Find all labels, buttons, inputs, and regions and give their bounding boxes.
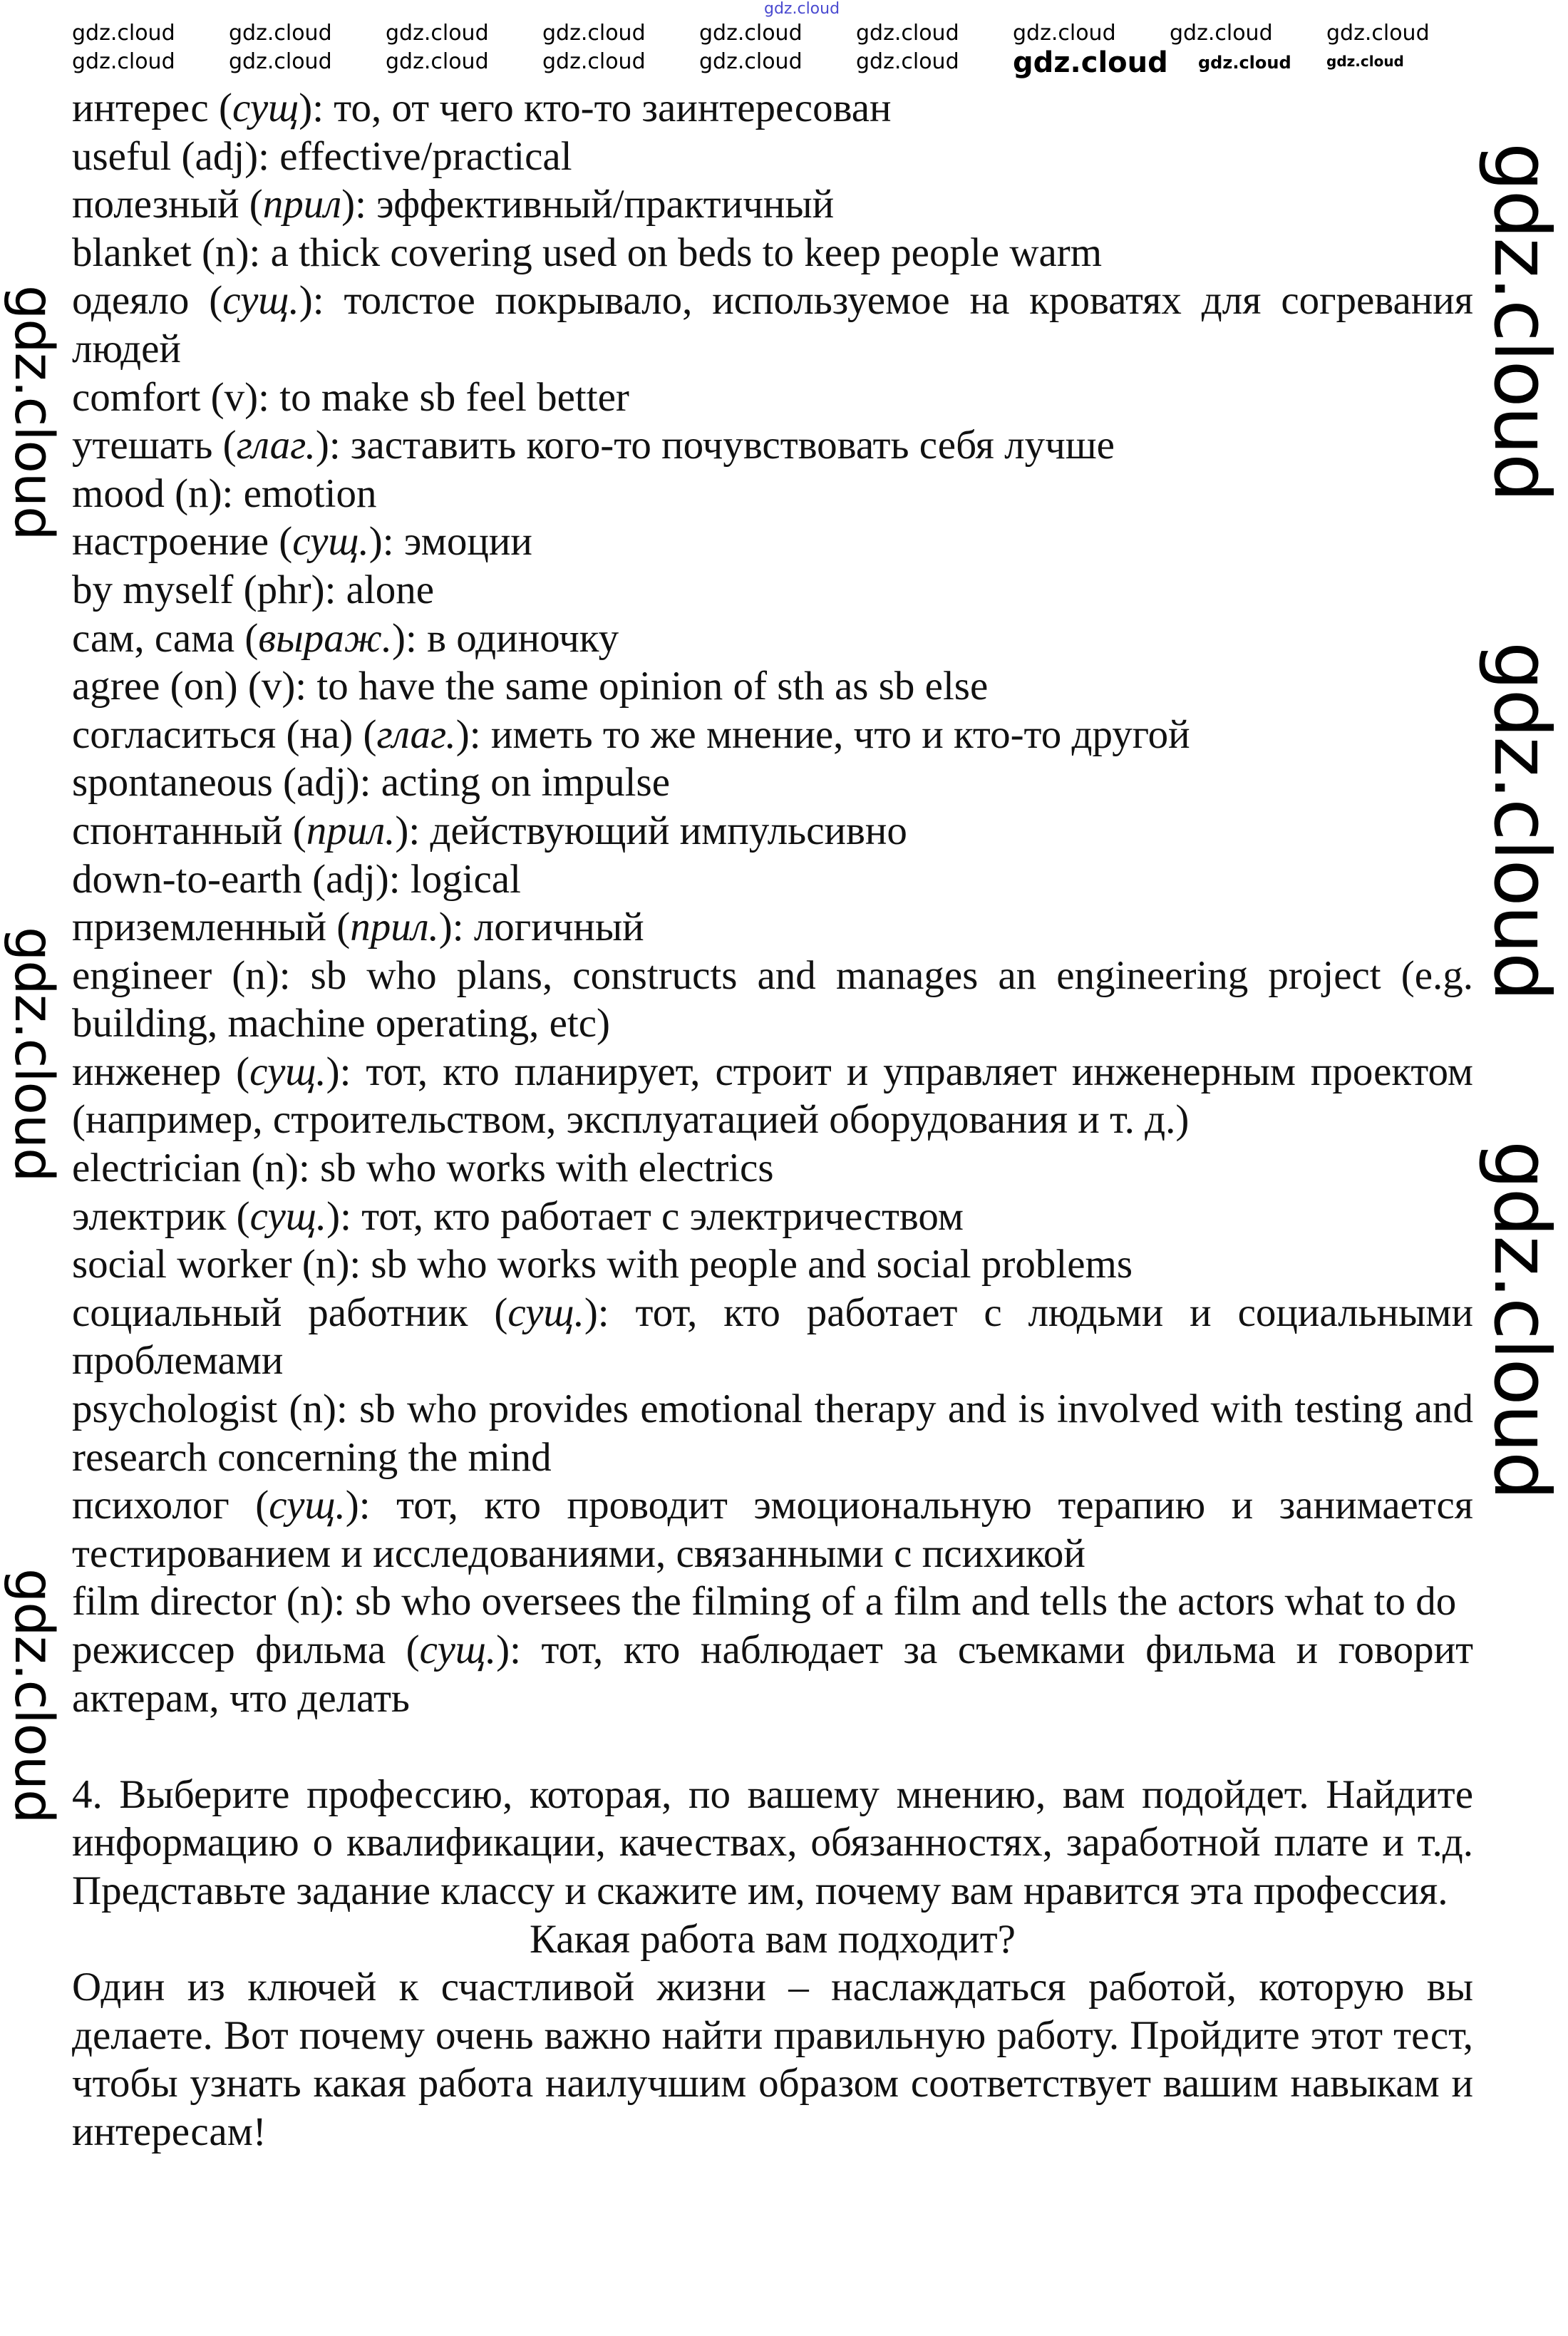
entry-text: comfort (v): to make sb feel better: [72, 374, 629, 420]
quiz-title: Какая работа вам подходит?: [530, 1916, 1016, 1962]
part-of-speech: прил.: [306, 808, 396, 853]
vocabulary-entry: [72, 807, 1473, 855]
vocabulary-entry: [72, 662, 1473, 711]
vocabulary-entry: [72, 952, 1473, 1048]
part-of-speech: сущ: [232, 86, 299, 130]
entry-text: blanket (n): a thick covering used on beds to keep people warm: [72, 230, 1103, 275]
watermark: gdz.cloud: [229, 49, 332, 74]
entry-text: ): заставить кого-то почувствовать себя лучше: [315, 423, 1115, 468]
part-of-speech: сущ.: [269, 1483, 346, 1528]
watermark: gdz.cloud: [386, 49, 489, 74]
entry-text: spontaneous (adj): acting on impulse: [72, 760, 670, 806]
part-of-speech: сущ.: [249, 1193, 327, 1239]
watermark: gdz.cloud: [1170, 21, 1273, 46]
vocabulary-entry: [72, 1481, 1473, 1578]
entry-text: ): эффективный/практичный: [341, 182, 835, 227]
watermark: gdz.cloud: [229, 21, 332, 46]
vocabulary-entry: [72, 1240, 1473, 1289]
entry-text: ): в одиночку: [392, 615, 619, 661]
quiz-intro-paragraph: Один из ключей к счастливой жизни – наслаждаться работой, которую вы делаете. Вот почему очень важно найти правильную работу. Пройдите этот тест, чтобы узнать какая работа наилучшим образом соответствует вашим навыкам и интересам!: [72, 1965, 1473, 2154]
watermark: gdz.cloud: [542, 49, 646, 74]
entry-text: engineer (n): sb who plans, constructs and manages an engineering project (e.g. building, machine operating, etc): [72, 952, 1473, 1046]
entry-text: ): тот, кто планирует, строит и управляет инженерным проектом (например, строительством, эксплуатацией оборудования и т. д.): [72, 1049, 1473, 1143]
entry-text: ): тот, кто наблюдает за съемками фильма и говорит актерам, что делать: [72, 1627, 1473, 1721]
part-of-speech: сущ.: [222, 278, 299, 324]
entry-text: agree (on) (v): to have the same opinion of sth as sb else: [72, 664, 989, 709]
watermark: gdz.cloud: [542, 21, 646, 46]
vocabulary-entry: [72, 855, 1473, 904]
vocabulary-entry: [72, 518, 1473, 566]
watermark: gdz.cloud: [699, 21, 803, 46]
watermark: gdz.cloud: [1013, 46, 1168, 79]
watermark: gdz.cloud: [699, 49, 803, 74]
entry-text: social worker (n): sb who works with people and social problems: [72, 1242, 1133, 1287]
entry-text: psychologist (n): sb who provides emotional therapy and is involved with testing and research concerning the mind: [72, 1386, 1473, 1480]
entry-text: ): тот, кто работает с электричеством: [326, 1193, 964, 1239]
spacer: [72, 1722, 1473, 1771]
vocabulary-entry: [72, 1193, 1473, 1241]
vocabulary-entry: [72, 614, 1473, 663]
entry-text: electrician (n): sb who works with electrics: [72, 1146, 774, 1191]
vocabulary-entry: [72, 421, 1473, 470]
entry-text: интерес (: [72, 86, 232, 130]
vocabulary-entry: [72, 1144, 1473, 1193]
vocabulary-entry: [72, 229, 1473, 277]
watermark: gdz.cloud: [3, 1568, 66, 1823]
vocabulary-list: [72, 84, 1473, 1722]
vocabulary-entry: [72, 1048, 1473, 1144]
vocabulary-entry: [72, 1578, 1473, 1626]
vocabulary-entry: [72, 133, 1473, 181]
vocabulary-entry: [72, 1626, 1473, 1722]
entry-text: ): иметь то же мнение, что и кто-то другой: [455, 711, 1190, 757]
entry-text: одеяло (: [72, 278, 223, 324]
vocabulary-entry: [72, 180, 1473, 229]
watermark: gdz.cloud: [856, 21, 959, 46]
entry-text: социальный работник (: [72, 1290, 508, 1335]
vocabulary-entry: [72, 758, 1473, 807]
watermark: gdz.cloud: [1013, 21, 1116, 46]
part-of-speech: выраж.: [258, 615, 392, 661]
vocabulary-entry: [72, 711, 1473, 759]
vocabulary-entry: [72, 1289, 1473, 1385]
entry-text: mood (n): emotion: [72, 470, 377, 516]
entry-text: ): действующий импульсивно: [395, 808, 907, 853]
document-body: [72, 84, 1473, 2156]
entry-text: приземленный (: [72, 905, 351, 950]
part-of-speech: глаг.: [376, 711, 456, 757]
entry-text: down-to-earth (adj): logical: [72, 856, 521, 902]
watermark: gdz.cloud: [1326, 53, 1404, 70]
entry-text: ): то, от чего кто-то заинтересован: [299, 86, 892, 130]
part-of-speech: сущ.: [292, 519, 369, 565]
entry-text: ): логичный: [438, 905, 644, 950]
entry-text: согласиться (на) (: [72, 711, 377, 757]
part-of-speech: прил: [262, 182, 342, 227]
vocabulary-entry: [72, 903, 1473, 952]
part-of-speech: прил.: [350, 905, 439, 950]
part-of-speech: сущ.: [419, 1627, 497, 1672]
vocabulary-entry: [72, 374, 1473, 422]
entry-text: useful (adj): effective/practical: [72, 133, 572, 179]
vocabulary-entry: [72, 566, 1473, 614]
watermark: gdz.cloud: [856, 49, 959, 74]
watermark: gdz.cloud: [1477, 143, 1566, 501]
watermark: gdz.cloud: [72, 21, 175, 46]
entry-text: инженер (: [72, 1049, 250, 1094]
watermark: gdz.cloud: [3, 927, 66, 1182]
entry-text: film director (n): sb who oversees the filming of a film and tells the actors what to do: [72, 1579, 1457, 1625]
watermark: gdz.cloud: [72, 49, 175, 74]
entry-text: режиссер фильма (: [72, 1627, 420, 1672]
vocabulary-entry: [72, 277, 1473, 373]
entry-text: психолог (: [72, 1483, 269, 1528]
vocabulary-entry: [72, 1385, 1473, 1481]
watermark: gdz.cloud: [1198, 53, 1291, 73]
part-of-speech: сущ.: [507, 1290, 584, 1335]
entry-text: сам, сама (: [72, 615, 259, 661]
entry-text: ): толстое покрывало, используемое на кроватях для согревания людей: [72, 278, 1473, 371]
entry-text: настроение (: [72, 519, 293, 565]
watermark: gdz.cloud: [1477, 1141, 1566, 1499]
vocabulary-entry: [72, 84, 1473, 133]
task-4-paragraph: 4. Выберите профессию, которая, по вашему мнению, вам подойдет. Найдите информацию о квалификации, качествах, обязанностях, заработной плате и т.д. Представьте задание классу и скажите им, почему вам нравится эта профессия.: [72, 1771, 1473, 1913]
part-of-speech: сущ.: [249, 1049, 326, 1094]
entry-text: ): эмоции: [368, 519, 532, 565]
entry-text: ): тот, кто проводит эмоциональную терапию и занимается тестированием и исследованиями, связанными с психикой: [72, 1483, 1473, 1576]
watermark: gdz.cloud: [3, 285, 66, 540]
watermark: gdz.cloud: [1477, 642, 1566, 1000]
entry-text: утешать (: [72, 423, 237, 468]
part-of-speech: глаг.: [236, 423, 316, 468]
vocabulary-entry: [72, 470, 1473, 518]
watermark: gdz.cloud: [1326, 21, 1430, 46]
entry-text: спонтанный (: [72, 808, 306, 853]
entry-text: полезный (: [72, 182, 263, 227]
watermark: gdz.cloud: [764, 0, 840, 18]
entry-text: электрик (: [72, 1193, 250, 1239]
entry-text: ): тот, кто работает с людьми и социальными проблемами: [72, 1290, 1473, 1384]
entry-text: by myself (phr): alone: [72, 567, 435, 612]
watermark: gdz.cloud: [386, 21, 489, 46]
